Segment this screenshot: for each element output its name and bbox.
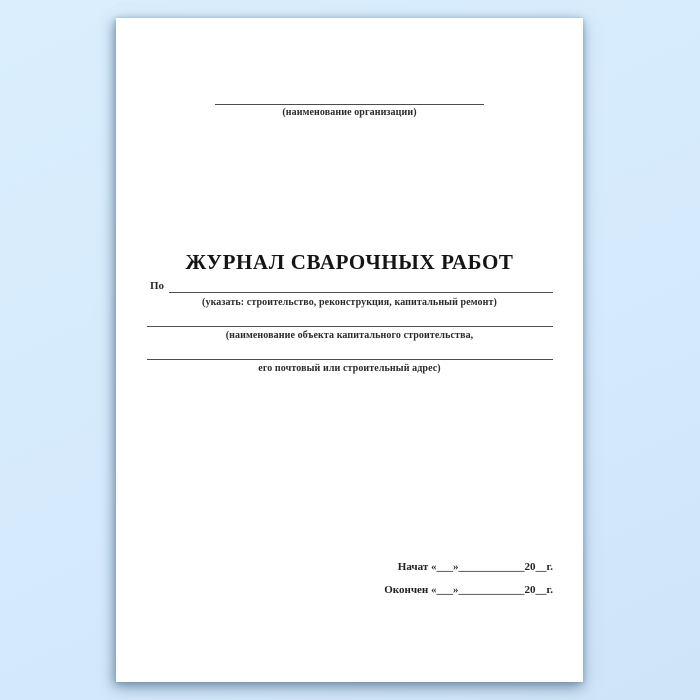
document-page: [116, 18, 583, 682]
organization-hint-label: (наименование организации): [282, 107, 417, 118]
work-type-label: По: [150, 280, 165, 292]
document-title: ЖУРНАЛ СВАРОЧНЫХ РАБОТ: [185, 250, 514, 274]
object-name-hint-label: (наименование объекта капитального строительства,: [225, 330, 474, 341]
work-type-blank-line: [169, 279, 553, 293]
address-hint-label: его почтовый или строительный адрес): [258, 363, 441, 374]
address-blank-line: [147, 359, 553, 360]
date-started-field: Начат «___»____________20__г.: [397, 561, 553, 573]
work-type-row: [150, 279, 553, 293]
date-finished-field: Окончен «___»____________20__г.: [384, 584, 553, 596]
organization-blank-line: [215, 104, 484, 105]
object-name-blank-line: [147, 326, 553, 327]
work-type-hint-label: (указать: строительство, реконструкция, капитальный ремонт): [202, 297, 497, 308]
